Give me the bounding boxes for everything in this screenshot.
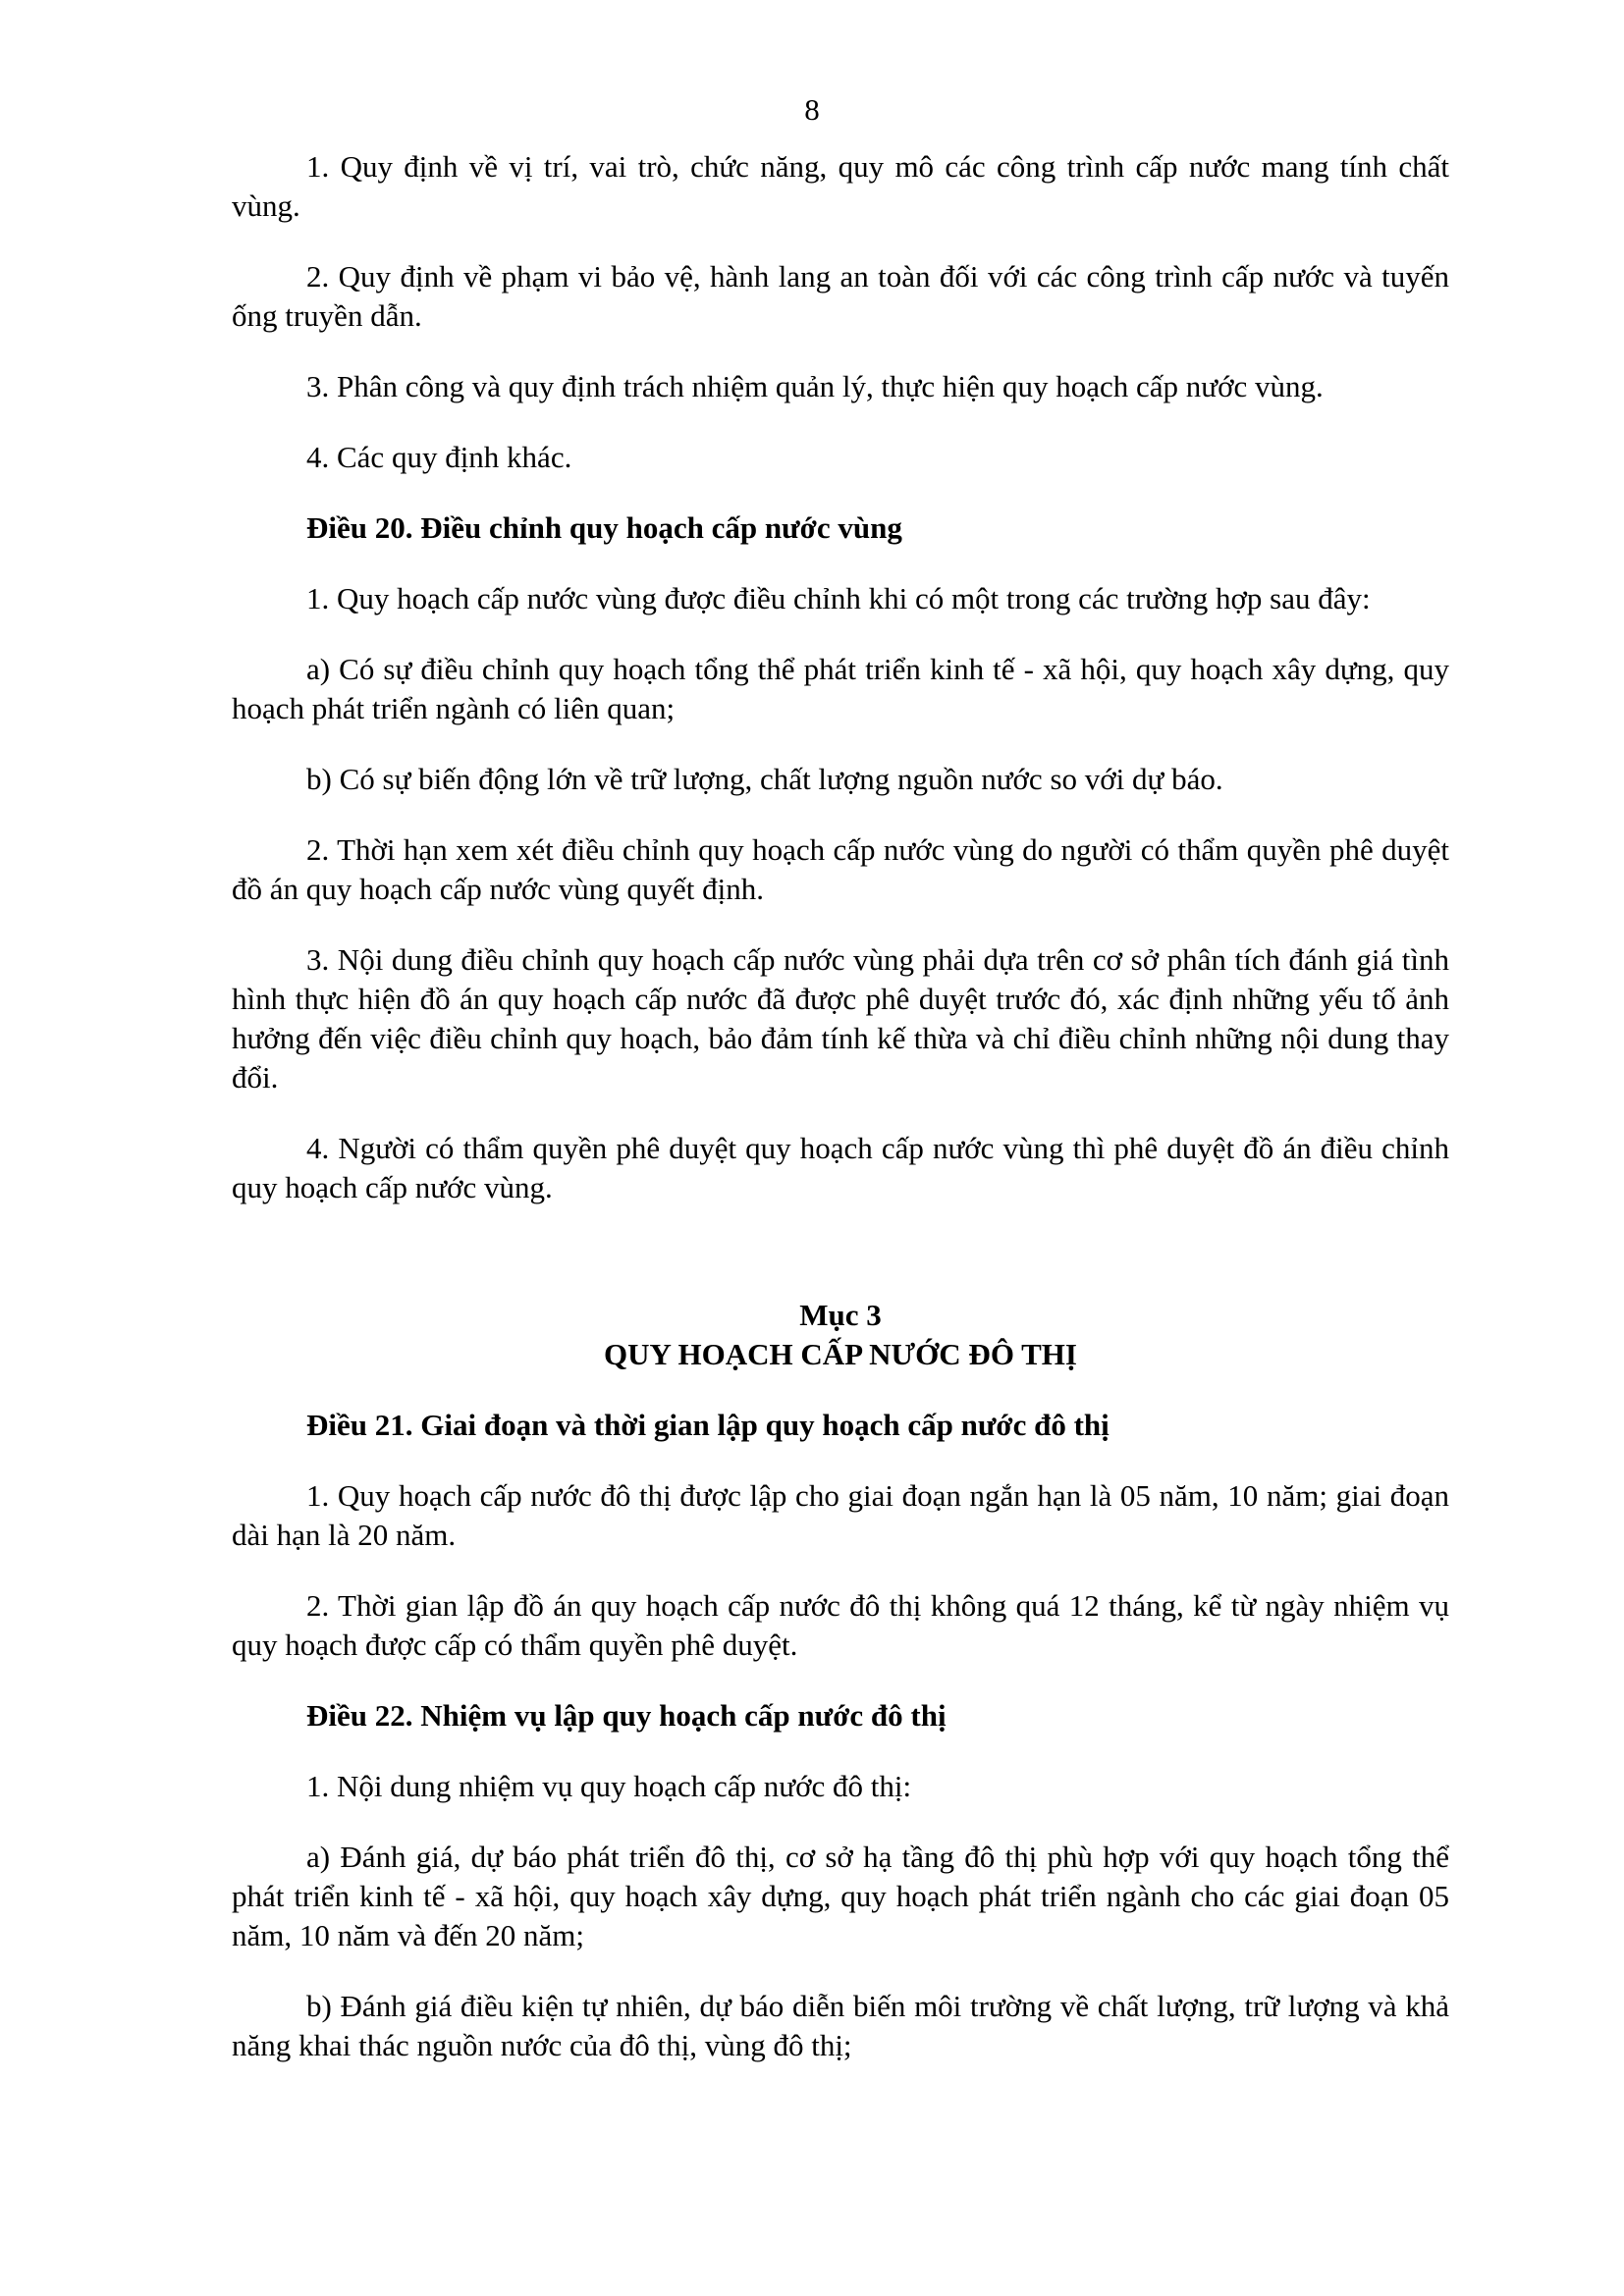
paragraph: 1. Nội dung nhiệm vụ quy hoạch cấp nước đô thị: bbox=[306, 1769, 912, 1803]
paragraph: 1. Quy hoạch cấp nước vùng được điều chỉnh khi có một trong các trường hợp sau đây: bbox=[306, 581, 1371, 615]
article-heading-22: Điều 22. Nhiệm vụ lập quy hoạch cấp nước đô thị bbox=[306, 1698, 947, 1733]
paragraph: 3. Nội dung điều chỉnh quy hoạch cấp nước vùng phải dựa trên cơ sở phân tích đánh giá tình hình thực hiện đồ án quy hoạch cấp nước đã được phê duyệt trước đó, xác định những yếu tố ảnh hưởng đến việc điều chỉnh quy hoạch, bảo đảm tính kế thừa và chỉ điều chỉnh những nội dung thay đổi. bbox=[232, 942, 1449, 1095]
paragraph: 1. Quy hoạch cấp nước đô thị được lập cho giai đoạn ngắn hạn là 05 năm, 10 năm; giai đoạn dài hạn là 20 năm. bbox=[232, 1478, 1449, 1552]
paragraph: 2. Quy định về phạm vi bảo vệ, hành lang an toàn đối với các công trình cấp nước và tuyến ống truyền dẫn. bbox=[232, 259, 1449, 333]
section-heading bbox=[232, 1296, 1449, 1374]
paragraph: 2. Thời gian lập đồ án quy hoạch cấp nước đô thị không quá 12 tháng, kể từ ngày nhiệm vụ quy hoạch được cấp có thẩm quyền phê duyệt. bbox=[232, 1588, 1449, 1662]
paragraph: b) Có sự biến động lớn về trữ lượng, chất lượng nguồn nước so với dự báo. bbox=[306, 762, 1223, 796]
paragraph: 4. Các quy định khác. bbox=[306, 440, 572, 474]
paragraph: 1. Quy định về vị trí, vai trò, chức năng, quy mô các công trình cấp nước mang tính chất vùng. bbox=[232, 149, 1449, 223]
article-heading-21: Điều 21. Giai đoạn và thời gian lập quy hoạch cấp nước đô thị bbox=[306, 1408, 1110, 1442]
document-body bbox=[232, 147, 1449, 2097]
section-label: Mục 3 bbox=[799, 1298, 882, 1332]
section-title: QUY HOẠCH CẤP NƯỚC ĐÔ THỊ bbox=[604, 1337, 1077, 1371]
paragraph: b) Đánh giá điều kiện tự nhiên, dự báo diễn biến môi trường về chất lượng, trữ lượng và khả năng khai thác nguồn nước của đô thị, vùng đô thị; bbox=[232, 1989, 1449, 2062]
paragraph: 3. Phân công và quy định trách nhiệm quản lý, thực hiện quy hoạch cấp nước vùng. bbox=[306, 369, 1324, 403]
paragraph: 2. Thời hạn xem xét điều chỉnh quy hoạch cấp nước vùng do người có thẩm quyền phê duyệt đồ án quy hoạch cấp nước vùng quyết định. bbox=[232, 832, 1449, 906]
paragraph: 4. Người có thẩm quyền phê duyệt quy hoạch cấp nước vùng thì phê duyệt đồ án điều chỉnh quy hoạch cấp nước vùng. bbox=[232, 1131, 1449, 1204]
article-heading-20: Điều 20. Điều chỉnh quy hoạch cấp nước vùng bbox=[306, 510, 902, 545]
paragraph: a) Có sự điều chỉnh quy hoạch tổng thể phát triển kinh tế - xã hội, quy hoạch xây dựng, quy hoạch phát triển ngành có liên quan; bbox=[232, 652, 1449, 725]
paragraph: a) Đánh giá, dự báo phát triển đô thị, cơ sở hạ tầng đô thị phù hợp với quy hoạch tổng thể phát triển kinh tế - xã hội, quy hoạch xây dựng, quy hoạch phát triển ngành cho các giai đoạn 05 năm, 10 năm và đến 20 năm; bbox=[232, 1840, 1449, 1952]
page-number: 8 bbox=[804, 92, 820, 127]
